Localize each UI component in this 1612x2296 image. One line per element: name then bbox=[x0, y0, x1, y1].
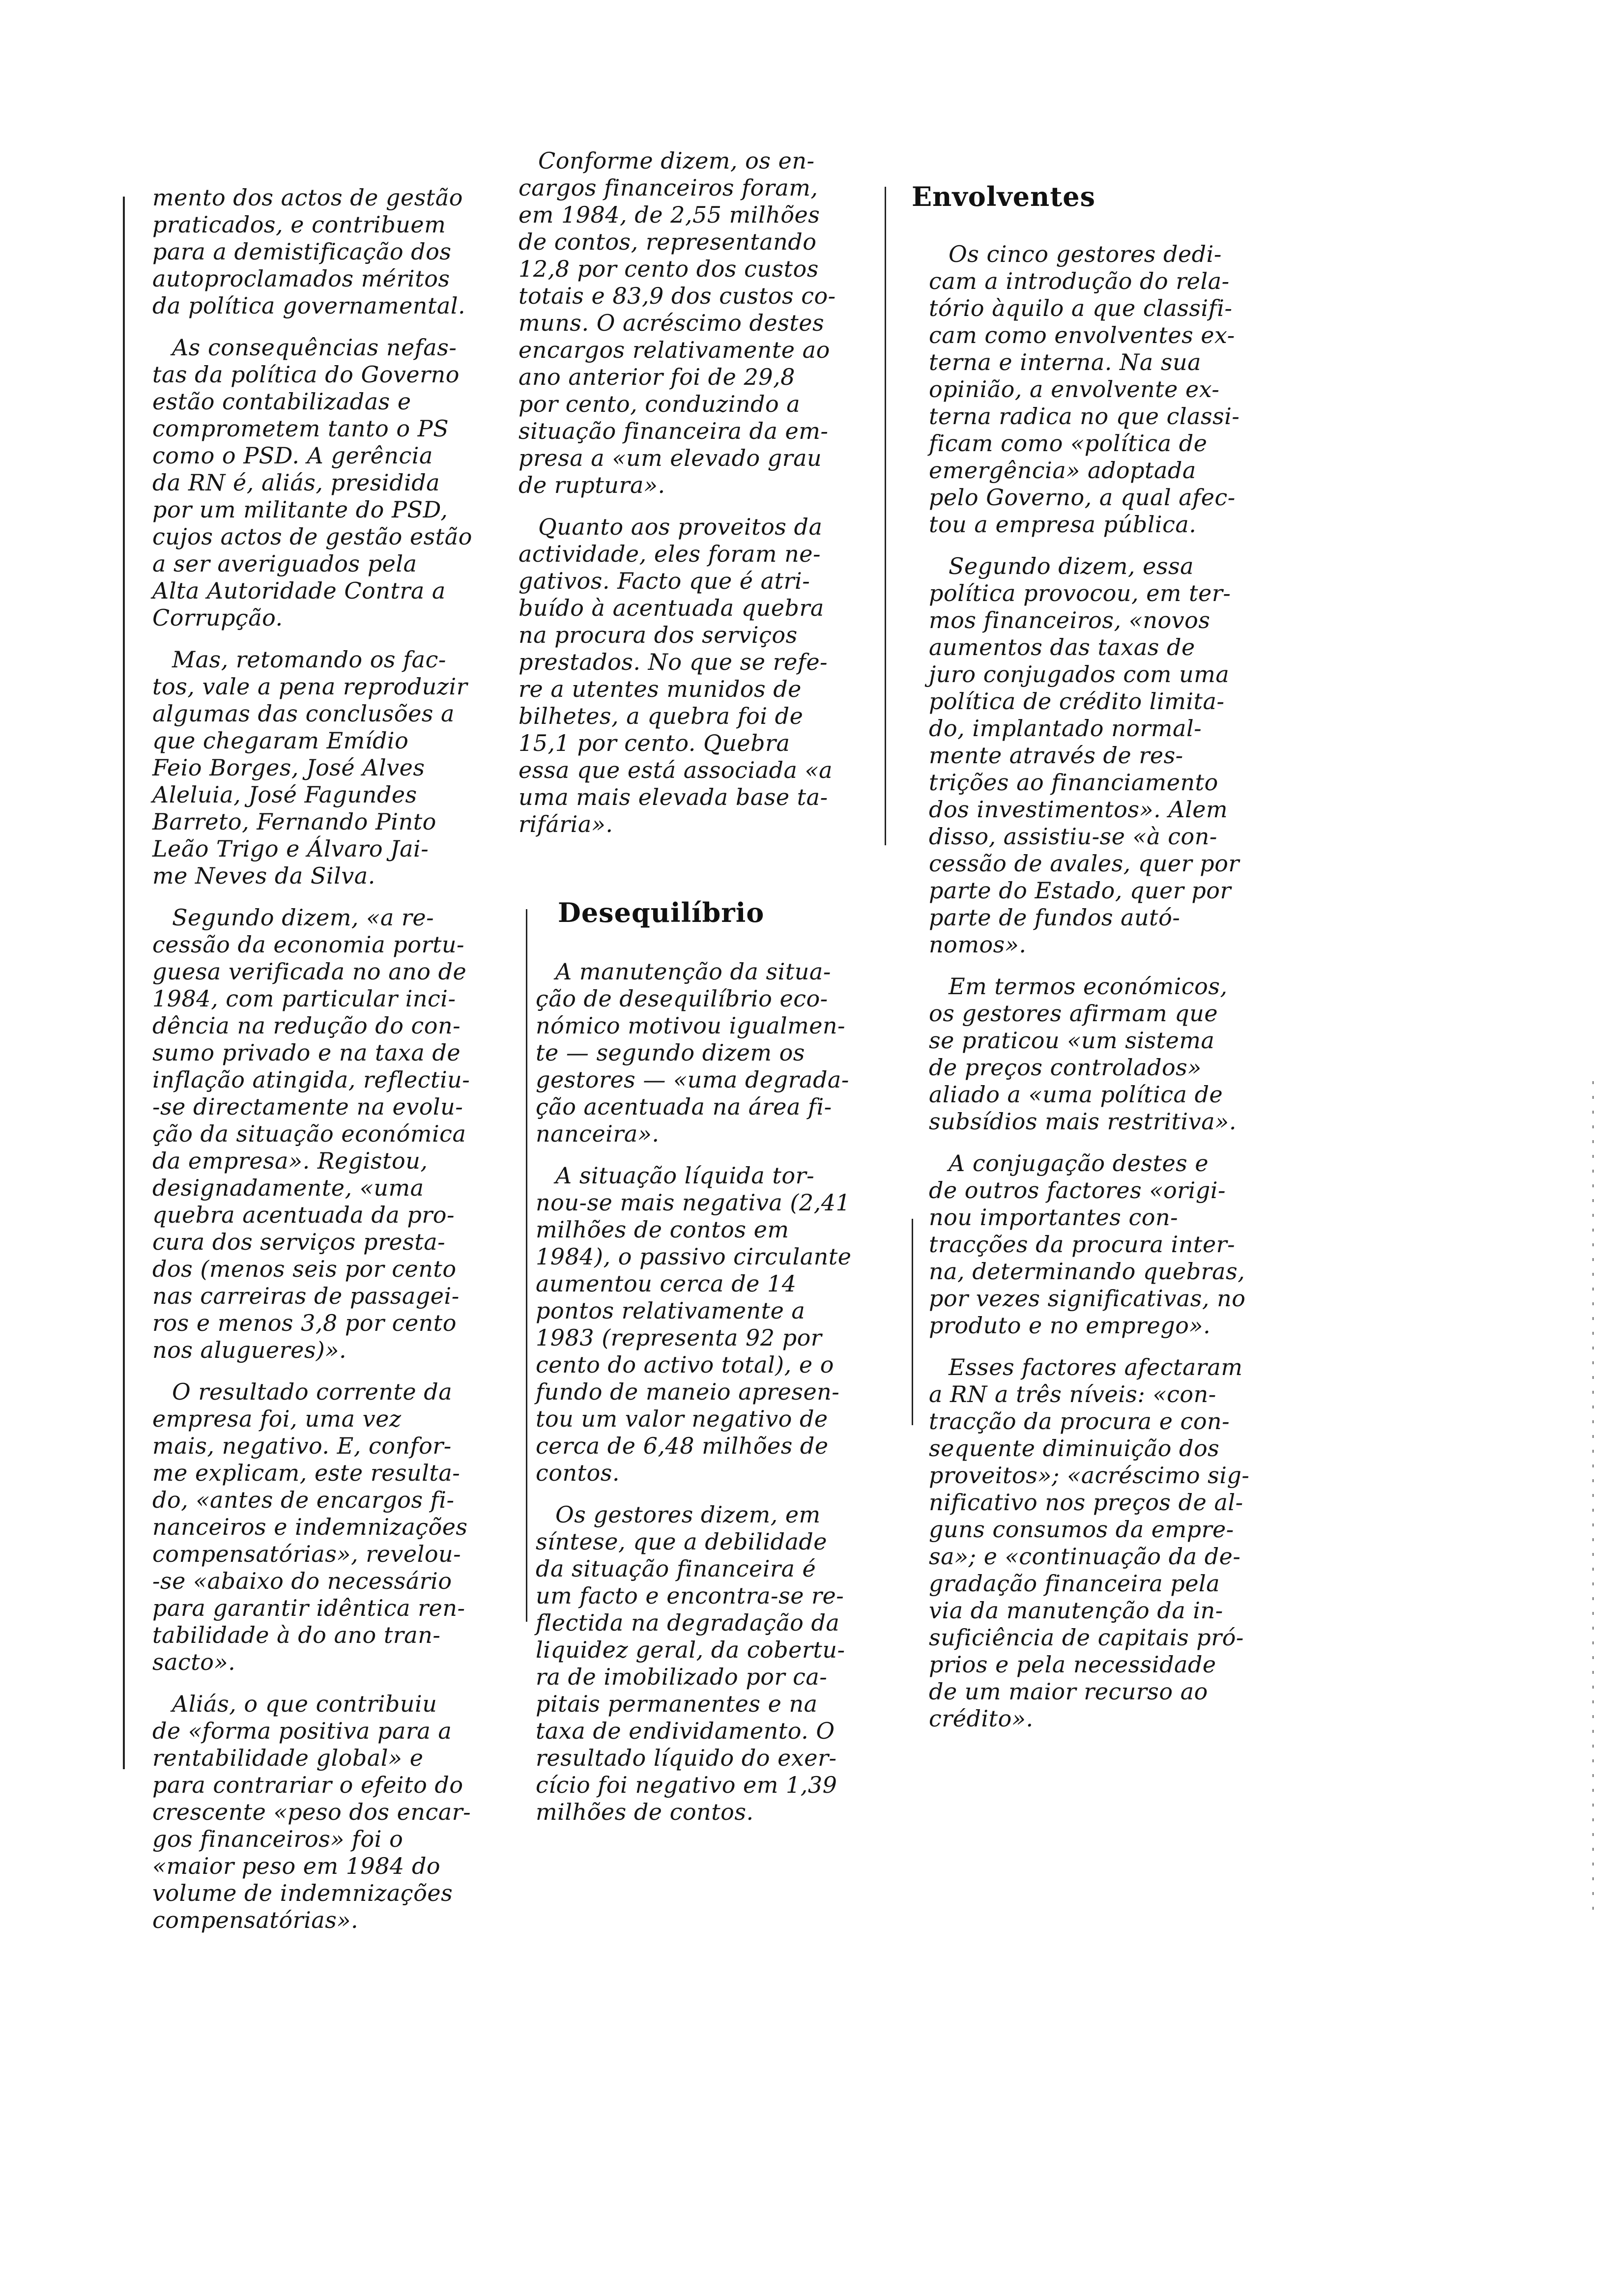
section-heading-envolventes: Envolventes bbox=[912, 181, 1096, 212]
paragraph: Conforme dizem, os en- cargos financeiros foram, em 1984, de 2,55 milhões de contos, representando 12,8 por cento dos custos totais e 83,9 dos custos co- muns. O acréscimo destes encargos relativamente ao ano anterior foi de 29,8 por cento, conduzindo a situação financeira da em- presa a «um elevado grau de ruptura». bbox=[518, 147, 836, 498]
paragraph: Segundo dizem, essa política provocou, em ter- mos financeiros, «novos aumentos das taxas de juro conjugados com uma política de crédito limita- do, implantado normal- mente através de res- trições ao financiamento dos investimentos». Alem disso, assistiu-se «à con- cessão de avales, quer por parte do Estado, quer por parte de fundos autó- nomos». bbox=[929, 553, 1239, 958]
paragraph: Os gestores dizem, em síntese, que a debilidade da situação financeira é um facto e encontra-se re- flectida na degradação da liquidez geral, da cobertu- ra de imobilizado por ca- pitais permanentes e na taxa de endividamento. O resultado líquido do exer- cício foi negativo em 1,39 milhões de contos. bbox=[536, 1501, 845, 1825]
column-rule-middle-lower bbox=[526, 909, 527, 1622]
column-rule-right bbox=[912, 1219, 913, 1425]
paragraph: A conjugação destes e de outros factores «origi- nou importantes con- tracções da procura inter- na, determinando quebras, por vezes significativas, no produto e no emprego». bbox=[929, 1150, 1246, 1339]
paragraph: Em termos económicos, os gestores afirmam que se praticou «um sistema de preços controlados» aliado a «uma política de subsídios mais restritiva». bbox=[929, 973, 1237, 1135]
paragraph: Segundo dizem, «a re- cessão da economia portu- guesa verificada no ano de 1984, com particular inci- dência na redução do con- sumo privado e na taxa de inflação atingida, reflectiu- -se directamente na evolu- ção da situação económica da empresa». Registou, designadamente, «uma quebra acentuada da pro- cura dos serviços presta- dos (menos seis por cento nas carreiras de passagei- ros e menos 3,8 por cento nos alugueres)». bbox=[152, 904, 470, 1363]
article-column-2 bbox=[518, 147, 882, 853]
paragraph: A situação líquida tor- nou-se mais negativa (2,41 milhões de contos em 1984), o passivo circulante aumentou cerca de 14 pontos relativamente a 1983 (representa 92 por cento do activo total), e o fundo de maneio apresen- tou um valor negativo de cerca de 6,48 milhões de contos. bbox=[536, 1162, 852, 1486]
dotted-margin-right bbox=[1592, 1081, 1594, 1917]
paragraph: Os cinco gestores dedi- cam a introdução do rela- tório àquilo a que classifi- cam como envolventes ex- terna e interna. Na sua opinião, a envolvente ex- terna radica no que classi- ficam como «política de emergência» adoptada pelo Governo, a qual afec- tou a empresa pública. bbox=[929, 241, 1240, 538]
column-rule-left bbox=[123, 197, 125, 1769]
paragraph: O resultado corrente da empresa foi, uma vez mais, negativo. E, confor- me explicam, este resulta- do, «antes de encargos fi- nanceiros e indemnizações compensatórias», revelou- -se «abaixo do necessário para garantir idêntica ren- tabilidade à do ano tran- sacto». bbox=[152, 1378, 468, 1675]
paragraph: mento dos actos de gestão praticados, e contribuem para a demistificação dos autoproclamados méritos da política governamental. bbox=[152, 184, 466, 319]
section-heading-desequilibrio: Desequilíbrio bbox=[558, 897, 765, 928]
paragraph: As consequências nefas- tas da política do Governo estão contabilizadas e comprometem tanto o PS como o PSD. A gerência da RN é, aliás, presidida por um militante do PSD, cujos actos de gestão estão a ser averiguados pela Alta Autoridade Contra a Corrupção. bbox=[152, 334, 472, 631]
paragraph: Quanto aos proveitos da actividade, eles foram ne- gativos. Facto que é atri- buído à acentuada quebra na procura dos serviços prestados. No que se refe- re a utentes munidos de bilhetes, a quebra foi de 15,1 por cento. Quebra essa que está associada «a uma mais elevada base ta- rifária». bbox=[518, 514, 833, 837]
article-column-2-lower bbox=[536, 958, 909, 1840]
article-column-3 bbox=[929, 241, 1302, 1747]
paragraph: Esses factores afectaram a RN a três níveis: «con- tracção da procura e con- sequente diminuição dos proveitos»; «acréscimo sig- nificativo nos preços de al- guns consumos da empre- sa»; e «continuação da de- gradação financeira pela via da manutenção da in- suficiência de capitais pró- prios e pela necessidade de um maior recurso ao crédito». bbox=[929, 1354, 1250, 1732]
paragraph: A manutenção da situa- ção de desequilíbrio eco- nómico motivou igualmen- te — segundo dizem os gestores — «uma degrada- ção acentuada na área fi- nanceira». bbox=[536, 958, 849, 1147]
article-column-1 bbox=[152, 184, 526, 1949]
paragraph: Mas, retomando os fac- tos, vale a pena reproduzir algumas das conclusões a que chegaram Emídio Feio Borges, José Alves Aleluia, José Fagundes Barreto, Fernando Pinto Leão Trigo e Álvaro Jai- me Neves da Silva. bbox=[152, 646, 468, 889]
paragraph: Aliás, o que contribuiu de «forma positiva para a rentabilidade global» e para contrariar o efeito do crescente «peso dos encar- gos financeiros» foi o «maior peso em 1984 do volume de indemnizações compensatórias». bbox=[152, 1691, 471, 1933]
column-rule-middle-upper bbox=[885, 187, 886, 845]
